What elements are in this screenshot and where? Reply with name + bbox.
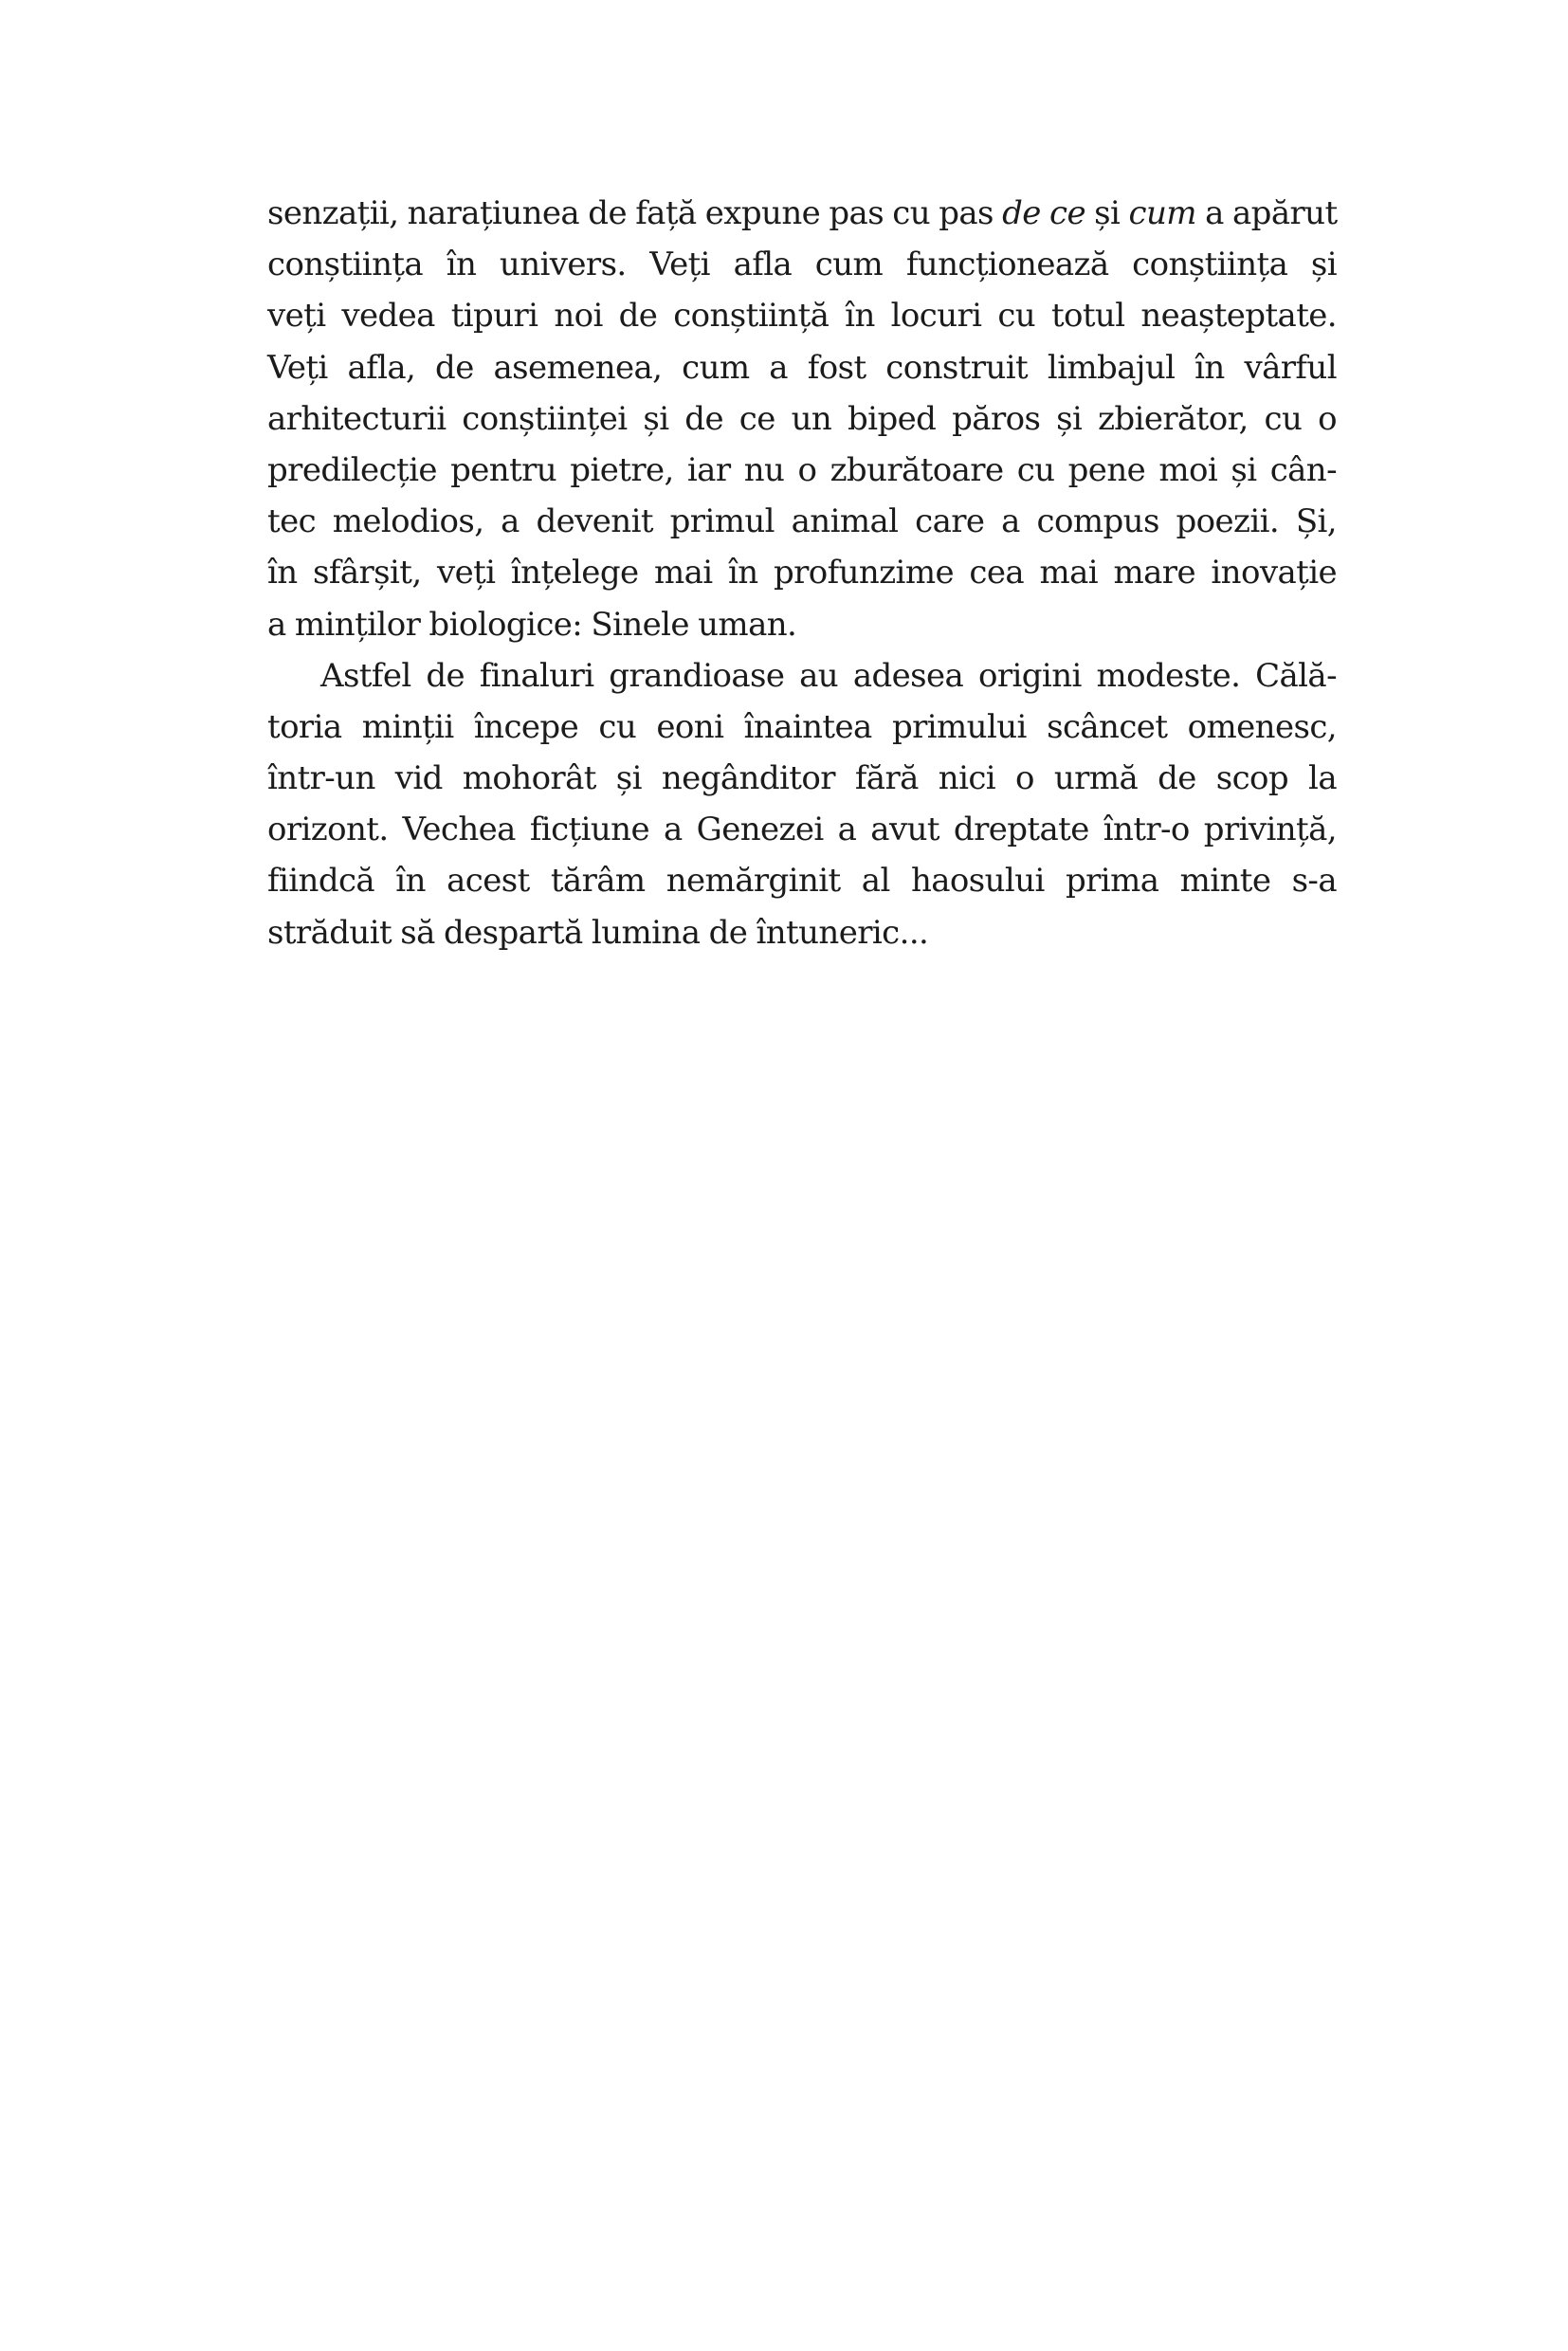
paragraph bbox=[267, 188, 1337, 650]
text-run: fiindcă în acest tărâm nemărginit al haosului prima minte s-a bbox=[267, 862, 1337, 901]
text-line bbox=[267, 855, 1337, 906]
italic-text: cum bbox=[1128, 194, 1196, 232]
text-run: Astfel de finaluri grandioase au adesea origini modeste. Călă- bbox=[320, 656, 1337, 695]
text-run: tec melodios, a devenit primul animal care a compus poezii. Și, bbox=[267, 502, 1337, 541]
text-line bbox=[267, 547, 1337, 598]
text-line bbox=[267, 804, 1337, 855]
text-run: a minților biologice: Sinele uman. bbox=[267, 605, 797, 644]
text-line bbox=[267, 599, 1337, 650]
text-run: senzații, narațiunea de față expune pas cu pas bbox=[267, 194, 1003, 232]
text-run: într-un vid mohorât și negânditor fără nici o urmă de scop la bbox=[267, 759, 1337, 798]
text-line bbox=[267, 650, 1337, 702]
text-run: veți vedea tipuri noi de conștiință în locuri cu totul neașteptate. bbox=[267, 297, 1337, 336]
text-run: în sfârșit, veți înțelege mai în profunzime cea mai mare inovație bbox=[267, 554, 1337, 592]
text-run: predilecție pentru pietre, iar nu o zburătoare cu pene moi și cân- bbox=[267, 450, 1337, 489]
text-run: și bbox=[1085, 194, 1129, 232]
text-run: conștiința în univers. Veți afla cum funcționează conștiința și bbox=[267, 246, 1337, 284]
text-line bbox=[267, 290, 1337, 341]
text-line bbox=[267, 907, 1337, 958]
text-line bbox=[267, 496, 1337, 547]
text-line bbox=[267, 188, 1337, 239]
text-run: toria minții începe cu eoni înaintea primului scâncet omenesc, bbox=[267, 707, 1337, 746]
text-line bbox=[267, 702, 1337, 753]
text-run: arhitecturii conștiinței și de ce un biped păros și zbierător, cu o bbox=[267, 399, 1337, 438]
body-text bbox=[267, 188, 1337, 958]
text-line bbox=[267, 753, 1337, 804]
text-run: Veți afla, de asemenea, cum a fost construit limbajul în vârful bbox=[267, 348, 1337, 387]
text-run: străduit să despartă lumina de întuneric... bbox=[267, 913, 929, 952]
text-run: orizont. Vechea ficțiune a Genezei a avut dreptate într-o privință, bbox=[267, 811, 1337, 849]
text-run: a apărut bbox=[1195, 194, 1338, 232]
italic-text: de ce bbox=[1002, 194, 1085, 232]
text-line bbox=[267, 239, 1337, 290]
text-line bbox=[267, 393, 1337, 445]
text-line bbox=[267, 342, 1337, 393]
paragraph bbox=[267, 650, 1337, 958]
text-line bbox=[267, 445, 1337, 496]
